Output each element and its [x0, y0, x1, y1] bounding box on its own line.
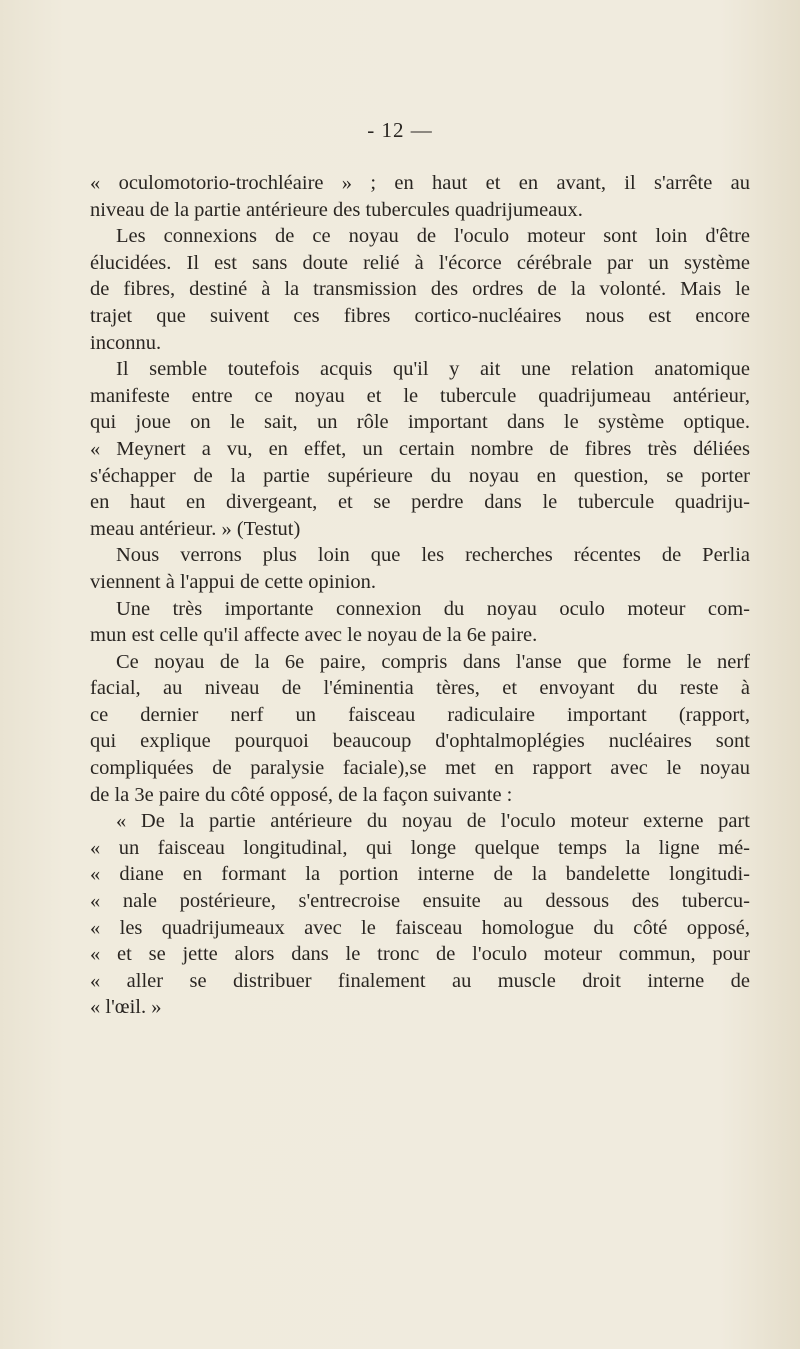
- text-line: trajet que suivent ces fibres cortico-nucléaires nous est encore: [90, 304, 750, 327]
- text-line: compliquées de paralysie faciale),se met en rapport avec le noyau: [90, 757, 750, 780]
- text-line: « aller se distribuer finalement au muscle droit interne de: [90, 969, 750, 992]
- text-line: inconnu.: [90, 331, 162, 354]
- page-number: - 12 —: [367, 118, 433, 142]
- text-line: « De la partie antérieure du noyau de l'oculo moteur externe part: [116, 810, 750, 833]
- text-line: ce dernier nerf un faisceau radiculaire important (rapport,: [90, 703, 750, 726]
- text-line: qui joue on le sait, un rôle important dans le système optique.: [90, 411, 750, 434]
- text-line: Il semble toutefois acquis qu'il y ait une relation anatomique: [116, 358, 750, 381]
- text-line: s'échapper de la partie supérieure du noyau en question, se porter: [90, 464, 750, 487]
- text-line: Une très importante connexion du noyau oculo moteur com-: [116, 597, 750, 620]
- text-line: « oculomotorio-trochléaire » ; en haut et en avant, il s'arrête au: [90, 172, 750, 194]
- text-line: qui explique pourquoi beaucoup d'ophtalmoplégies nucléaires sont: [90, 730, 750, 753]
- text-line: Nous verrons plus loin que les recherches récentes de Perlia: [116, 544, 750, 567]
- text-line: meau antérieur. » (Testut): [90, 517, 301, 540]
- text-line: « diane en formant la portion interne de la bandelette longitudi-: [90, 863, 750, 886]
- text-line: viennent à l'appui de cette opinion.: [90, 570, 377, 593]
- text-line: « et se jette alors dans le tronc de l'oculo moteur commun, pour: [90, 943, 750, 966]
- text-line: Les connexions de ce noyau de l'oculo moteur sont loin d'être: [116, 225, 750, 248]
- text-line: « un faisceau longitudinal, qui longe quelque temps la ligne mé-: [90, 836, 750, 859]
- text-line: de fibres, destiné à la transmission des ordres de la volonté. Mais le: [90, 278, 750, 301]
- text-line: en haut en divergeant, et se perdre dans le tubercule quadriju-: [90, 491, 750, 514]
- text-line: élucidées. Il est sans doute relié à l'écorce cérébrale par un système: [90, 251, 750, 274]
- body-text: [90, 170, 750, 1021]
- text-line: Ce noyau de la 6e paire, compris dans l'anse que forme le nerf: [116, 650, 750, 673]
- text-line: de la 3e paire du côté opposé, de la façon suivante :: [90, 783, 513, 806]
- text-line: manifeste entre ce noyau et le tubercule quadrijumeau antérieur,: [90, 384, 750, 407]
- text-line: « Meynert a vu, en effet, un certain nombre de fibres très déliées: [90, 437, 750, 460]
- text-line: facial, au niveau de l'éminentia tères, et envoyant du reste à: [90, 677, 750, 700]
- text-line: « nale postérieure, s'entrecroise ensuite au dessous des tubercu-: [90, 890, 750, 913]
- text-line: mun est celle qu'il affecte avec le noyau de la 6e paire.: [90, 624, 538, 647]
- text-line: « les quadrijumeaux avec le faisceau homologue du côté opposé,: [90, 916, 750, 939]
- text-line: niveau de la partie antérieure des tubercules quadrijumeaux.: [90, 198, 583, 221]
- text-line: « l'œil. »: [90, 996, 162, 1019]
